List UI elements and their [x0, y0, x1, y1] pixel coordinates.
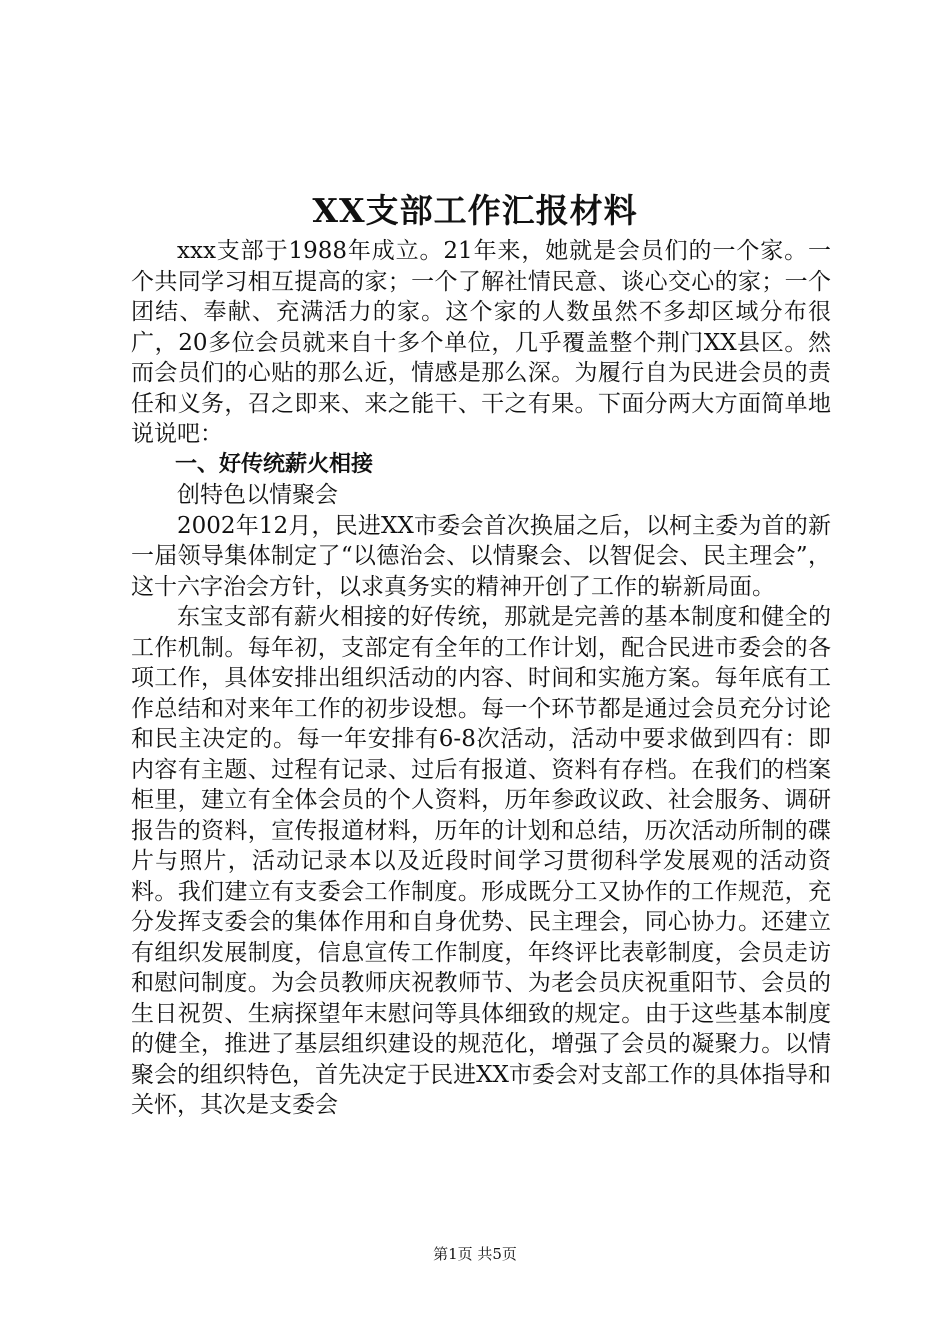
- document-body: [131, 236, 831, 1121]
- intro-paragraph: xxx支部于1988年成立。21年来，她就是会员们的一个家。一个共同学习相互提高的家；一个了解社情民意、谈心交心的家；一个团结、奉献、充满活力的家。这个家的人数虽然不多却区域分布很广，20多位会员就来自十多个单位，几乎覆盖整个荆门XX县区。然而会员们的心贴的那么近，情感是那么深。为履行自为民进会员的责任和义务，召之即来、来之能干、干之有果。下面分两大方面简单地说说吧：: [131, 238, 831, 447]
- body-paragraph: 东宝支部有薪火相接的好传统，那就是完善的基本制度和健全的工作机制。每年初，支部定有全年的工作计划，配合民进市委会的各项工作，具体安排出组织活动的内容、时间和实施方案。每年底有工作总结和对来年工作的初步设想。每一个环节都是通过会员充分讨论和民主决定的。每一年安排有6-8次活动，活动中要求做到四有：即内容有主题、过程有记录、过后有报道、资料有存档。在我们的档案柜里，建立有全体会员的个人资料，历年参政议政、社会服务、调研报告的资料，宣传报道材料，历年的计划和总结，历次活动所制的碟片与照片，活动记录本以及近段时间学习贯彻科学发展观的活动资料。我们建立有支委会工作制度。形成既分工又协作的工作规范，充分发挥支委会的集体作用和自身优势、民主理会，同心协力。还建立有组织发展制度，信息宣传工作制度，年终评比表彰制度，会员走访和慰问制度。为会员教师庆祝教师节、为老会员庆祝重阳节、会员的生日祝贺、生病探望年末慰问等具体细致的规定。由于这些基本制度的健全，推进了基层组织建设的规范化，增强了会员的凝聚力。以情聚会的组织特色，首先决定于民进XX市委会对支部工作的具体指导和关怀，其次是支委会: [131, 604, 831, 1118]
- document-title: XX支部工作汇报材料: [312, 191, 638, 230]
- section-heading: 一、好传统薪火相接: [175, 451, 374, 477]
- subheading-paragraph: 创特色以情聚会: [177, 482, 338, 508]
- body-paragraph: 2002年12月，民进XX市委会首次换届之后，以柯主委为首的新一届领导集体制定了“以德治会、以情聚会、以智促会、民主理会”，这十六字治会方针，以求真务实的精神开创了工作的崭新局面。: [131, 512, 831, 600]
- page-footer: 第1页 共5页: [433, 1245, 517, 1263]
